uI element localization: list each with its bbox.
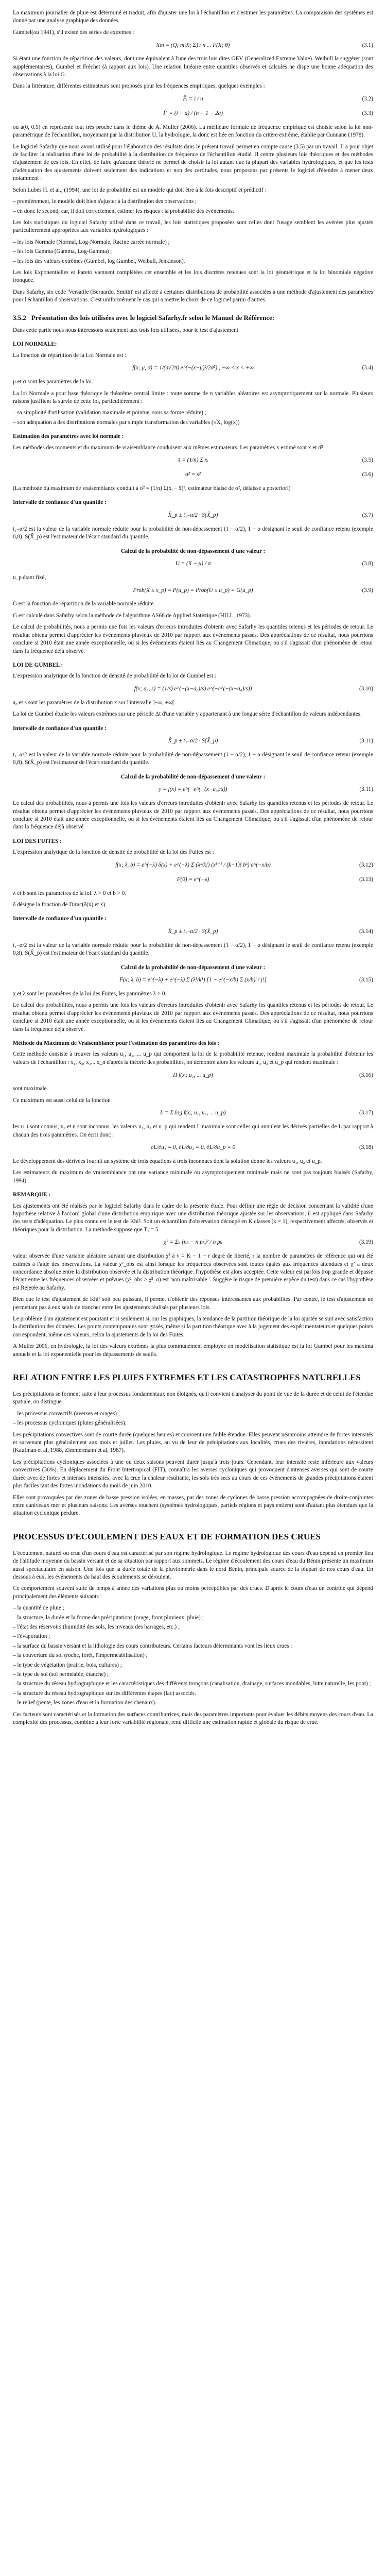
intro-paragraph-6: Le logiciel Safarhy que nous avons utilisé pour l'élaboration des résultats dans le présent travail permet en compte cause (3.5) par un travail. Il a pour objet de faciliter la réalisation d'une loi de probabilité à la distribution de fréquence de l'échantillon étudié. Il centre plusieurs lois théoriques et des méthodes d'ajustement de ces lois. En effet, de faire qu'aucune théorie ne permet de choisir la loi autant que la plupart des variables hydrologiques, et que les tests d'adéquation des ajustements doivent seulement des indications et non des certitudes, nous proposons par présents le logiciel d'étendre à mener deux notamment : — [13, 143, 373, 182]
processus-paragraph-1: L'écoulement naturel ou crue d'un cours d'eau est caractérisé par son régime hydrologique. Le régime hydrologique des cours d'eau dépend en premier lieu de l'altitude moyenne du bassin versant et de sa situation par rapport aux sommets. Le régime d'écoulement des cours d'eau du Bénin présente un maximum aussi spectaculaire en saison. Une fois que la durée totale de la pluviométrie dans le nord Bénin, principale source de la plupart de nos cours d'eau. En dessous à eux, les événements du haut des écoulements se déroulent. — [13, 1550, 373, 1580]
fuites-params: λ et b sont les paramètres de la loi. λ > 0 et b > 0. — [13, 890, 127, 896]
list-item: – la couverture du sol (roche, forêt, l'imperméabilisation) ; — [13, 1652, 148, 1659]
equation-number: (3.4) — [362, 365, 373, 371]
equation-3-11a — [13, 737, 373, 746]
mle-paragraph-3: Le développement des dérivées fournit un système de trois équations à trois inconnues dont la solution donne les valeurs u₁, u₂ et u_p. — [13, 1158, 322, 1164]
gumbel-ci-text: t₁₋α/2 est la valeur de la variable normale réduite pour la probabilité de non-dépassement (1 − α/2), 1 − α désignant le seuil de confiance retenu (exemple 0,8). S(X̂_p) est l'estimateur de l'écart standard du quantile. — [13, 751, 373, 766]
fuites-fn-text: L'expression analytique de la fonction de densité de probabilité de la loi des Fuites est : — [13, 849, 214, 856]
equation-body: X̂_p ± t₁₋α/2 · S(X̂_p) — [168, 512, 218, 519]
heading-ci-fuites: Intervalle de confiance d'un quantile : — [13, 916, 107, 922]
equation-3-7 — [13, 511, 373, 520]
equation-body: ∂L/∂u₁ = 0, ∂L/∂u₂ = 0, ∂L/∂u_p = 0 — [150, 1144, 236, 1151]
equation-3-4 — [13, 364, 373, 373]
equation-number: (3.2) — [362, 96, 373, 103]
equation-body: F(x; λ, b) = e^(−λ) + e^(−λ) Σ (λᵏ/k!) [1 − e^(−x/b) Σ (x/b)ʲ / j!] — [119, 977, 267, 984]
relation-list — [13, 1410, 373, 1428]
list-item: – les processus convectifs (averses et orages) ; — [13, 1410, 120, 1417]
equation-body: U = (X − μ) / σ — [175, 561, 211, 567]
equation-3-6 — [13, 470, 373, 480]
equation-body: x̄ = (1/n) Σ xᵢ — [178, 457, 208, 464]
list-item: – en donc le second, car, il doit correctement estimer les risques : la probabilité des événements. — [13, 208, 234, 214]
section-heading-3-5-2 — [13, 314, 373, 321]
normal-u-text: u_p étant fixé, — [13, 574, 46, 581]
heading-calc-normal: Calcul de la probabilité de non-dépassement d'une valeur : — [120, 548, 266, 554]
equation-body: f(x; μ, σ) = 1/(σ√2π) e^(−(x−μ)²/2σ²) , −∞ < x < +∞ — [132, 365, 254, 371]
equation-3-5 — [13, 456, 373, 465]
intro-paragraph-4: Dans la littérature, différentes estimateurs sont proposés pour les fréquences empiriques, quelques exemples : — [13, 83, 265, 90]
intro-list-2 — [13, 239, 373, 265]
equation-3-15 — [13, 976, 373, 985]
equation-body: F̂ᵢ = i / n — [183, 96, 203, 103]
gumbel-params: a₀ et s sont les paramètres de la distribution x sur l'intervalle ]−∞, +∞[. — [13, 699, 176, 706]
heading-ci-gumbel: Intervalle de confiance d'un quantile : — [13, 725, 107, 732]
section-title: Présentation des lois utilisées avec le logiciel Safarhy.fr selon le Manuel de Référence: — [31, 313, 275, 321]
section-intro: Dans cette partie nous nous intéressons seulement aux trois lois utilisées, pour le test d'ajustement — [13, 327, 238, 333]
equation-body: X̂_p ± t₁₋α/2 · S(X̂_p) — [168, 928, 218, 935]
list-item: – la structure, la durée et la forme des précipitations (orage, front pluvieux, pluie) ; — [13, 1614, 204, 1621]
intro-paragraph-1: La maximum journalier de pluie est déterminé et traduit, afin d'ajuster une loi à l'échantillon et d'estimer les paramètres. La comparaison des systèmes est donné par une analyse graphique des données. — [13, 10, 373, 24]
heading-calc-gumbel: Calcul de la probabilité de non-dépassement d'une valeur : — [120, 773, 266, 780]
equation-number: (3.8) — [362, 561, 373, 567]
relation-paragraph-1: Les précipitations se forment suite à leur processus fondamentaux non éloignés, qu'il convient d'analyser du point de vue de la durée et de celui de l'étendue spatiale, on distingue : — [13, 1391, 373, 1405]
heading-processus: PROCESSUS D'ECOULEMENT DES EAUX ET DE FORMATION DES CRUES — [13, 1531, 321, 1541]
intro-paragraph-3: Si étant une fonction de répartition des valeurs, dont une équivalent à l'une des trois lois dites GEV (Generalized Extreme Value). Weibull la suggérer (sont supplémentaires), Gumbel et Fréchet (à rapport aux lois). Une relation linéaire entre quantiles observés et calculés ne dispe une bonne adéquation des observations à la loi G. — [13, 56, 373, 78]
equation-3-14 — [13, 927, 373, 937]
remarque-paragraph-4: Le problème d'un ajustement est pourtant et si seulement si, sur les graphiques, la tendance de la partition théorique de la loi ajustée se suit avec satisfaction la distribution des données. Les points contemporains sont grisés, même si la partition théorique avec à la jugement des expérimentateurs et quelques points correspondent, même ces valeurs, selon la ajustements de la loi des Fuites. — [13, 1316, 373, 1338]
normal-var-text: (La méthode du maximum de vraisemblance conduit à σ̂² = (1/n) Σ(xᵢ − x̄)², estimateur biaisé de σ², délaissé a posteriori) — [13, 485, 291, 492]
equation-number: (3.15) — [359, 977, 373, 984]
equation-3-8 — [13, 560, 373, 569]
equation-body: Prob(X ≤ x_p) = P(u_p) = Prob(U ≤ u_p) = G(u_p) — [133, 587, 253, 594]
heading-relation: RELATION ENTRE LES PLUIES EXTREMES ET LES CATASTROPHES NATURELLES — [13, 1372, 361, 1383]
relation-paragraph-2: Les précipitations convectives sont de courte durée (quelques heures) et couvrent une faible étendue. Elles peuvent néanmoins atteindre de fortes intensités et survenant plus généralement aux mois et juillet. Les pluies, au vu de leur de précipitations aux localités, crues des rivières, inondations nécessitent (Kaufman et al, 1988, Zimmermann et al, 1987). — [13, 1431, 373, 1454]
list-item: – premièrement, le modèle doit bien s'ajuster à la distribution des observations ; — [13, 198, 197, 205]
mle-text-2: Ce maximum est aussi celui de la fonction — [13, 1097, 111, 1104]
fuites-ci-text: t₁₋α/2 est la valeur de la variable normale réduite pour la probabilité de non-dépassement (1 − α/2), 1 − α désignant le seuil de confiance retenu (exemple 0,8). S(X̂_p) est l'estimateur de l'écart standard du quantile. — [13, 942, 373, 957]
heading-remarque: REMARQUE : — [13, 1192, 51, 1198]
equation-body: f(x; a₀, s) = (1/s) e^(−(x−a₀)/s) e^(−e^(−(x−a₀)/s)) — [134, 686, 252, 692]
equation-number: (3.11) — [359, 786, 373, 793]
intro-list-1 — [13, 198, 373, 215]
gumbel-paragraph-after: Le calcul des probabilités, nous a permis une fois les valeurs d'erreurs introduites d'obtenir avec Safarhy les quantiles retenus et les périodes de retour. Le résultat obtenu permet d'apprécier les événements pluvieux de 2010 par rapport aux événements passés. Des appréciations de ce résultat, nous pourrions conclure si 2010 était une année exceptionnelle, ou si les événements étaient liés au Changement Climatique, ou s'il s'agissait d'un phénomène de retour dans la fréquence déjà observé. — [13, 800, 373, 831]
equation-body: f(x; λ, b) = e^(−λ) δ(x) + e^(−λ) Σ (λᵏ/k!) (xᵏ⁻¹ / (k−1)! bᵏ) e^(−x/b) — [115, 861, 271, 868]
list-item: – les lois Gamma (Gamma, Log-Gamma) ; — [13, 248, 112, 255]
processus-list — [13, 1604, 373, 1707]
equation-3-9 — [13, 586, 373, 595]
fuites-paragraph-after: Le calcul des probabilités, nous a permis une fois les valeurs d'erreurs introduites d'obtenir avec Safarhy les quantiles retenus et les périodes de retour. Le résultat obtenu permet d'apprécier les événements pluvieux de 2010 par rapport aux événements passés. Des appréciations de ce résultat, nous pourrions conclure si 2010 était une année exceptionnelle, ou si les événements étaient liés au Changement Climatique, ou s'il s'agissait d'un phénomène de retour dans la fréquence déjà observé. — [13, 1002, 373, 1032]
fuites-f-text: x et λ sont les paramètres de la loi des Fuites, les paramètres λ > 0. — [13, 991, 167, 997]
equation-body: Π f(xᵢ; u₁, ... u_p) — [173, 1072, 213, 1078]
equation-body: y = f(x) = e^(−e^(−(x−a₀)/s)) — [159, 786, 227, 793]
equation-3-1 — [13, 41, 373, 50]
intro-paragraph-2: Gumbel(ou 1941), s'il existe des séries de extremes : — [13, 29, 134, 36]
list-item: – sa simplicité d'utilisation (validation maximale et pointue, sous sa forme réduite) ; — [13, 410, 206, 416]
mle-text-1: sont maximale. — [13, 1086, 48, 1092]
equation-number: (3.9) — [362, 587, 373, 594]
equation-body: X̂_p ± t₁₋α/2 · S(X̂_p) — [168, 738, 218, 744]
list-item: – les processus cycloniques (pluies généralisées). — [13, 1420, 127, 1427]
heading-loi-gumbel: LOI DE GUMBEL : — [13, 662, 63, 668]
list-item: – l'état des réservoirs (humidité des sols, les niveaux des barrages, etc.) ; — [13, 1623, 180, 1630]
normal-fn-text: La fonction de répartition de la Loi Normale est : — [13, 352, 127, 359]
processus-paragraph-2: Ce comportement souvent suite de temps à année des variations plus ou moins perceptibles par des crues. D'après le cours d'eau un contrôle qui dépend principalement des éléments suivants : — [13, 1585, 373, 1600]
equation-3-13 — [13, 875, 373, 885]
equation-body: χ² = Σₖ (nₖ − n pₖ)² / n pₖ — [164, 1239, 222, 1246]
list-item: – les lois Normale (Normal, Log-Normale, Racine carrée normale) ; — [13, 239, 170, 245]
list-item: – le relief (pente, les zones d'eau et la formation des chenaux). — [13, 1700, 156, 1706]
equation-number: (3.17) — [359, 1110, 373, 1116]
equation-3-3 — [13, 109, 373, 118]
mle-paragraph-2: les u_i sont connus, x₁ et n sont inconnus. les valeurs u₁, u₂ et u_p qui rendent L maximale sont celles qui annulent les dérivés partielles de L par rapport à chacun des trois paramètres. On écrit donc : — [13, 1124, 373, 1138]
equation-number: (3.10) — [359, 686, 373, 692]
equation-3-18 — [13, 1143, 373, 1153]
heading-mle: Méthode du Maximum de Vraisemblance pour l'estimation des paramètres des lois : — [13, 1040, 219, 1047]
remarque-paragraph-3: Bien que le test d'ajustement de Khi² soit peu puissant, il permet d'obtenir des réponses intéressantes aux probabilités. Par contre, le test d'ajustement ne permettant pas à eux seuls de trancher entre les ajustements réalisés par plusieurs lois. — [13, 1296, 373, 1311]
heading-ci-normal: Intervalle de confiance d'un quantile : — [13, 499, 107, 506]
fuites-paragraph-1: δ désigne la fonction de Dirac(δ(x) et x). — [13, 902, 107, 908]
equation-number: (3.1) — [362, 42, 373, 48]
equation-3-19 — [13, 1238, 373, 1247]
mle-paragraph-1: Cette méthode consiste à trouver les valeurs u₁, u₂, ... u_p qui comportent la loi de la probabilité retenue, rendent maximale la probabilité d'obtenir les valeurs de l'échantillon : x₁, x₂, x₃... x_n d'après la théorie des probabilités, on démontre alors les valeurs u₁, u₂ et u_p qui rendent maximale : — [13, 1051, 373, 1065]
heading-loi-fuites: LOI DES FUITES : — [13, 838, 62, 844]
heading-calc-fuites: Calcul de la probabilité de non-dépassement d'une valeur : — [120, 964, 266, 971]
document-page — [13, 0, 373, 1726]
normal-list — [13, 409, 373, 427]
equation-number: (3.3) — [362, 110, 373, 117]
equation-number: (3.16) — [359, 1072, 373, 1078]
heading-estimation-normal: Estimation des paramètres avec loi normale : — [13, 433, 124, 440]
list-item: – le type de sol (sol perméable, étanche) ; — [13, 1671, 109, 1677]
equation-number: (3.5) — [362, 457, 373, 464]
equation-body: Xm = (Q; m|X; Σ) / n ... F(X; θ) — [156, 42, 230, 48]
list-item: – le type de végétation (prairie, bois, cultures) ; — [13, 1662, 122, 1668]
equation-body: F̂ᵢ = (i − a) / (n + 1 − 2a) — [163, 110, 223, 117]
equation-3-17 — [13, 1109, 373, 1118]
normal-params: μ et σ sont les paramètres de la loi. — [13, 379, 93, 385]
equation-number: (3.13) — [359, 876, 373, 883]
remarque-paragraph-5: A Muller 2006, en hydrologie, la loi des valeurs extrêmes la plus communément employée en modélisation statistique est la loi Gumbel pour les maxima annuels et la loi exponentielle pour les dépassements de seuils. — [13, 1343, 373, 1358]
equation-3-2 — [13, 95, 373, 104]
normal-paragraph-1: La loi Normale a pour base théorique le théorème central limite : toute somme de n variables aléatoires est asymptotiquement sur la normale. Plusieurs raisons justifient la survie de cette loi, particulièrement : — [13, 390, 373, 404]
gumbel-fn-text: L'expression analytique de la fonction de densité de probabilité de la loi de Gumbel est : — [13, 673, 217, 680]
remarque-paragraph-1: Les ajustements ont été réalisés par le logiciel Safarhy dans le cadre de la présente étude. Pour définir une règle de décision concernant la validité d'une hypothèse relative à l'accord global d'une distribution empirique avec une distribution théorique ajustée sur les observations, il est appliqué dans Safarhy des tests d'adéquation. Le plus connu est le test de Khi². Soit un échantillon d'observation découpé en K classes (k = 1), respectivement affectés, observés et théoriques pour la distribution. La méthode suppose que T₁ = 5. — [13, 1202, 373, 1233]
equation-body: σ̂² = s² — [185, 471, 201, 478]
gumbel-paragraph-1: La loi de Gumbel étudie les valeurs extrêmes sur une période Δt d'une variable y appartenant à une longue série d'échantillon de valeurs indépendantes. — [13, 711, 362, 718]
normal-sim-text: G est calculé dans Safarhy selon la méthode de l'algorithme AS66 de Applied Statistique (HILL, 1973). — [13, 612, 251, 619]
equation-3-16 — [13, 1071, 373, 1080]
relation-paragraph-3: Les précipitations cycloniques associées à une ou deux saisons peuvent durer jusqu'à trois jours. Cependant, leur intensité reste inférieure aux valeurs convectives (30%). En déplacement du Front Intertropical (FIT), connaîtra les averses cycloniques qui provoquent d'intenses averses qui sont de courte durée avec de fortes et intenses intensités, avec la crue la chaleur résultante, les sols très secs au cours de ces événements de grandes précipitations étaient plus faciles tant des fortes inondations du mois de juin 2010. — [13, 1459, 373, 1489]
intro-paragraph-9: Les lois Exponentielles et Pareto viennent complétées cet ensemble et les lois discrètes retenues sont la loi géométrique et la loi binomiale négative tronquée. — [13, 269, 373, 284]
equation-3-12 — [13, 861, 373, 870]
intro-paragraph-5: où a(0, 0.5) en représente tout très proche dans le thème de A. Muller (2006). La meilleure formule de fréquence empirique est choisie selon la loi non-paramétrique de l'échantillon, moyennant par la distribution U, la hydrologie, la donc est liée en fonction du critère extrême, établie par Cunnane (1978). — [13, 124, 373, 139]
processus-paragraph-3: Ces facteurs sont caractérisés et la formation des surfaces contributrices, mais des paramètres importants pour évaluer les débits moyens des cours d'eau. La complexité des processus, combine à leur forte variabilité régionale, rend difficile une estimation rapide et globale du risque de crue. — [13, 1711, 373, 1726]
equation-body: L = Σ log f(xᵢ; u₁, u₂, ... u_p) — [160, 1110, 226, 1116]
equation-3-10 — [13, 685, 373, 694]
equation-number: (3.12) — [359, 861, 373, 868]
intro-paragraph-10: Dans Safarhy, six code 'Versatile (Bernardo, Smith)' est affecté à certaines distributions de probabilité associées à une méthode d'ajustement des paramètres pour l'échantillon d'observations. C'est uniformément le cas qui a mettre le choix de ce logiciel parmi d'autres. — [13, 289, 373, 303]
normal-paragraph-after: Le calcul de probabilités, nous a permis une fois les valeurs d'erreurs introduites d'obtenir avec Safarhy les quantiles retenus et les périodes de retour. Le résultat obtenu permet d'apprécier les événements pluvieux de 2010 par rapport aux événements passés. Des appréciations de ce résultat, nous pourrions conclure si 2010 était une année exceptionnelle, ou si les événements étaient liés au Changement Climatique, ou s'il s'agissait d'un phénomène de retour dans la fréquence déjà observé. — [13, 624, 373, 654]
relation-paragraph-4: Elles sont provoquées par des zones de basse pression isolées, en masses, par des zones de cyclones de basse pression accompagnées de droite-conjointes entre caniveaux mer et plusieurs saisons. Les averses touchent (systèmes hydrologiques, partiels régions et pays entiers) sont d'autant plus étendues que la situation cyclonique perdure. — [13, 1494, 373, 1517]
equation-body: F(0) = e^(−λ) — [177, 876, 209, 883]
normal-g-text: G est la fonction de répartition de la variable normale réduite. — [13, 601, 155, 607]
normal-est-text: Les méthodes des moments et du maximum de vraisemblance conduisent aux mêmes estimateurs. Les paramètres x estimé sont x̄ et σ̂² — [13, 444, 323, 451]
list-item: – son adéquation à des distributions normales par simple transformation des variables (√X, log(x)) — [13, 419, 240, 426]
equation-3-11b — [13, 785, 373, 794]
equation-number: (3.18) — [359, 1144, 373, 1151]
list-item: – l'évaporation ; — [13, 1633, 50, 1640]
equation-number: (3.7) — [362, 512, 373, 519]
list-item: – la structure du réseau hydrographique et les caractéristiques des différents tronçons (canalisation, drainage, surfaces inondables, lutte naturelle, les pont) ; — [13, 1681, 371, 1687]
list-item: – la structure du réseau hydrographique sur les différentes étapes (lac) associés. — [13, 1690, 196, 1697]
normal-ci-text: t₁₋α/2 est la valeur de la variable normale réduite pour la probabilité de non-dépassement (1 − α/2), 1 − α désignant le seuil de confiance retenu (exemple 0,8). S(X̂_p) est l'estimateur de l'écart standard du quantile. — [13, 526, 373, 540]
list-item: – la quantité de pluie ; — [13, 1605, 64, 1612]
equation-number: (3.11) — [359, 738, 373, 744]
equation-number: (3.14) — [359, 928, 373, 935]
section-number: 3.5.2 — [13, 313, 26, 321]
heading-loi-normale: LOI NORMALE: — [13, 341, 57, 348]
list-item: – les lois des valeurs extrêmes (Gumbel, log Gumbel, Weibull, Jenkinson). — [13, 258, 185, 264]
equation-number: (3.19) — [359, 1239, 373, 1246]
list-item: – la surface du bassin versant et la lithologie des cours contributeurs. Certains facteurs déterminants vont les lieux crues : — [13, 1642, 292, 1649]
intro-paragraph-8: Les lois statistiques du logiciel Safarhy utilisé dans ce travail, les lois statistiques proposées sont celles dont l'usage semblent les avérées plus ajustés particulièrement appropriées aux variables hydrologiques : — [13, 219, 373, 234]
equation-number: (3.6) — [362, 471, 373, 478]
remarque-paragraph-2: valeur observée d'une variable aléatoire suivant une distribution χ² à ν = K − 1 − r degré de liberté, r la nombre de paramètres de référence qui ont été estimés à l'aide des observations. La valeur χ²_obs est ainsi lorsque les fréquences observées sont toutes égales aux fréquences attendues et χ² a deux concordance absolue entre la distribution observée et la distribution théorique. l'hypothèse est alors acceptée. Cette valeur est parfois trop grande et dépasse l'écart entre les fréquences observées et prévues (χ²_obs > χ²_α) est 'non maîtrisable '. Suggère le risque de première espèce du test) dans ce cas l'hypothèse est Rejetée au Safarhy. — [13, 1253, 373, 1291]
mle-paragraph-4: Les estimateurs du maximum de vraisemblance ont une variance minimale ou asymptotiquement minimale mais ne sont pas toujours biaisés (Safarhy, 1994). — [13, 1170, 373, 1184]
intro-paragraph-7: Selon Lubès H. et al., (1994), une loi de probabilité est un modèle qui doit être à la fois descriptif et prédictif : — [13, 187, 267, 193]
